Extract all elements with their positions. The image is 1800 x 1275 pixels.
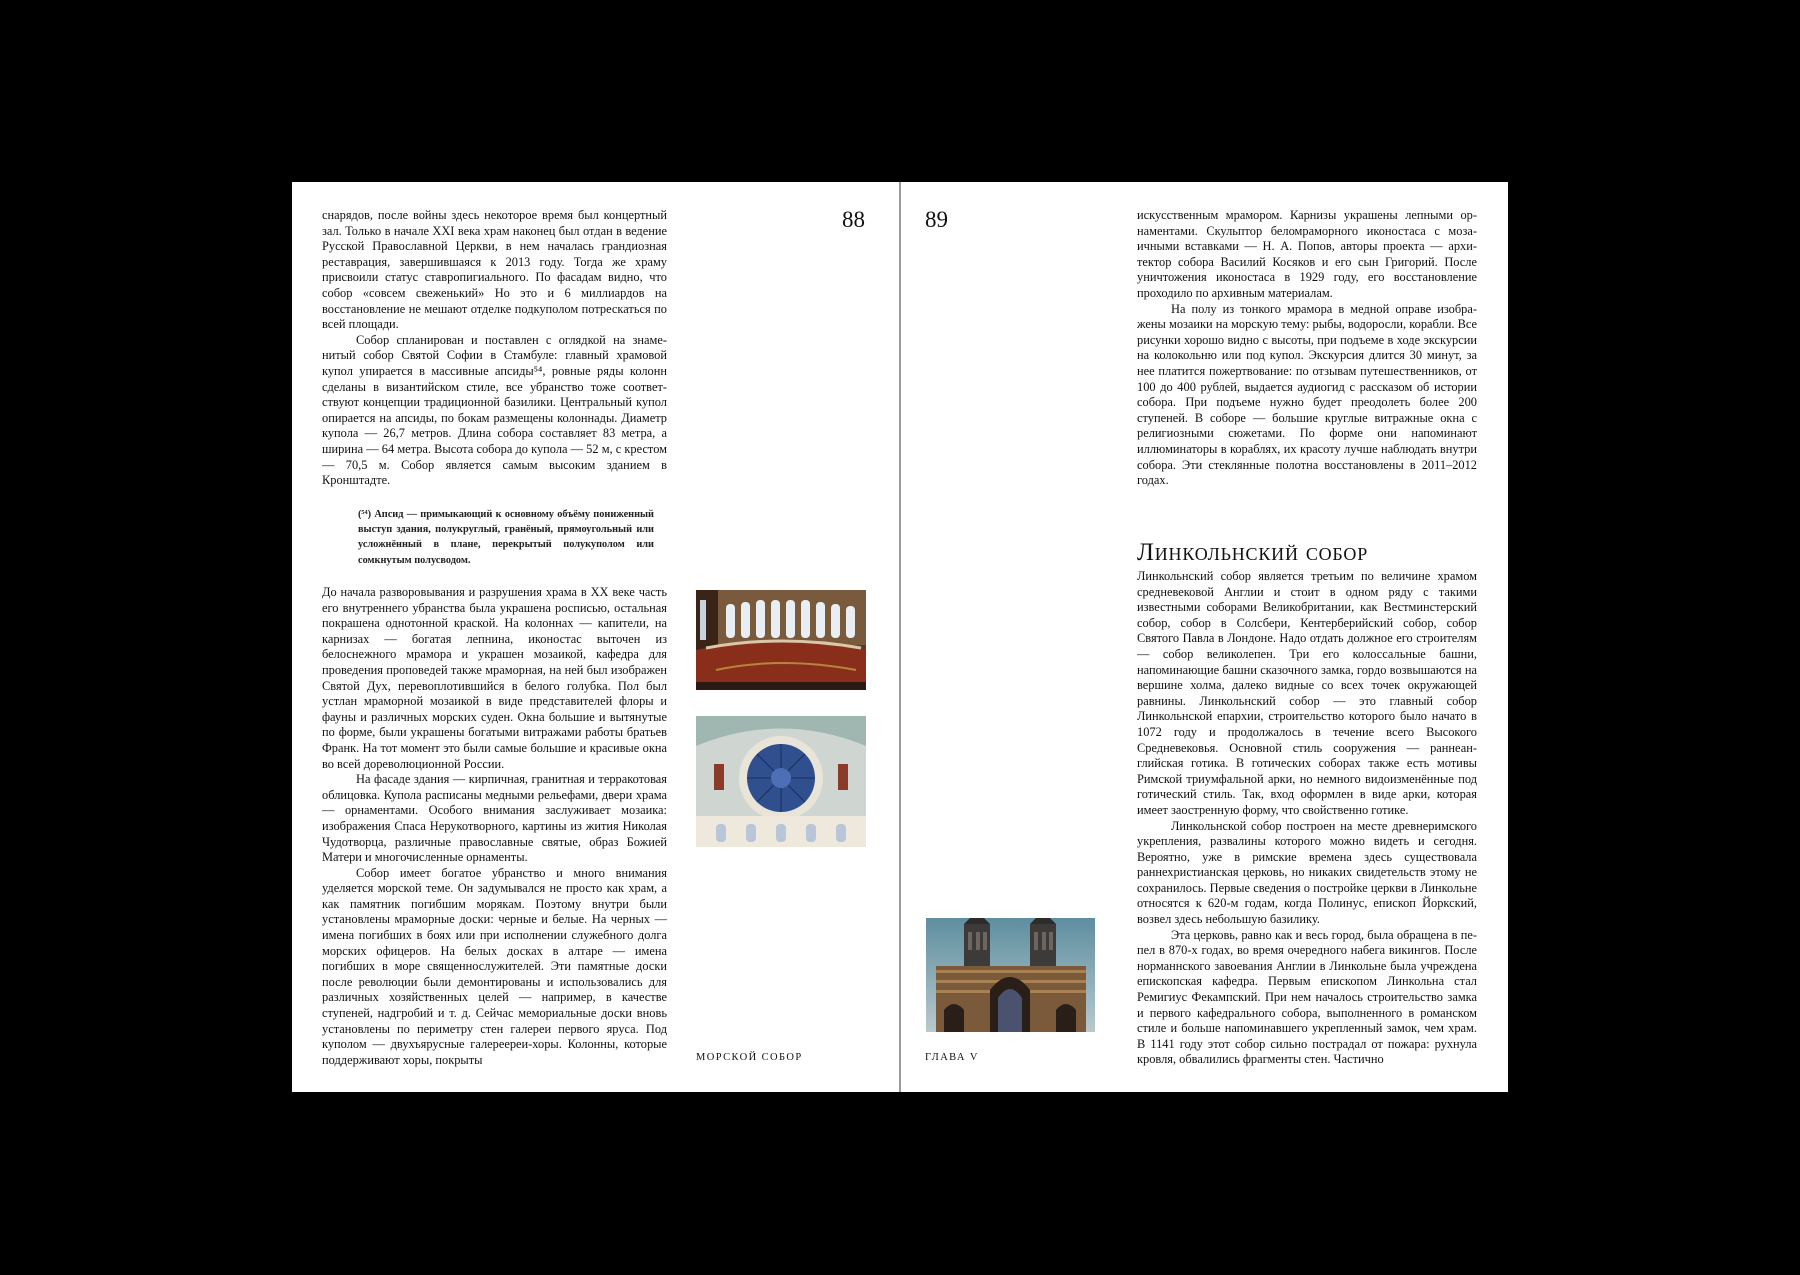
paragraph: Собор спланирован и поставлен с оглядкой на знаменитый собор Святой Софии в Стамбуле: главный храмовой купол упирается в массивные апсиды⁵⁴, ровные ряды колонн сделаны в византийском стиле, все убранство тоже соответствуют концепции традиционной базилики. Центральный купол опирается на апсиды, по бокам размещены колоннады. Диаметр купола — 26,7 метров. Длина собора составляет 83 метра, а ширина — 64 метра. Высота собора до купола — 52 м, с крестом — 70,5 м. Собор является самым высоким зданием в Кронштадте. [322,332,667,488]
cathedral-interior-photo [696,590,866,690]
paragraph: Линкольнский собор является третьим по величине храмом средневековой Англии и стоит в одном ряду с такими известными соборами Великобритании, как Вестминстерский собор, собор в Солсбери, Кентерберийский собор, собор Святого Павла в Лондоне. Надо отдать должное его строителям — собор великолепен. Три его колоссальные башни, напоминающие башни сказочного замка, гордо возвышаются на вершине холма, далеко видные со всех точек окружающей равнины. Линкольнский собор — это главный собор Линкольнской епархии, строительство которого было начато в 1072 году и продолжалось в течение всего Высокого Средневековья. Основной стиль сооружения — раннеанглийская готика. В готических соборах также есть мотивы Римской триумфальной арки, но немного видоизменённые под готический стиль. Так, вход оформлен в виде арки, которая имеет заостренную форму, что свойственно готике. [1137,569,1477,817]
page-number-left: 88 [842,207,865,232]
left-top-text [322,208,667,489]
right-top-text [1137,208,1477,489]
paragraph: снарядов, после войны здесь некоторое время был концертный зал. Только в начале XXI века храм наконец был отдан в ведение Русской Православной Церкви, в нем началась грандиозная реставрация, завершившаяся к 2013 году. Тогда же храму присвоили статус ставропигиального. По фасадам видно, что собор «совсем свеженький» Но это и 6 миллиардов на восстановление не мешают отделке подкуполом потрескаться по всей площади. [322,208,667,332]
lincoln-cathedral-photo [926,918,1095,1032]
running-footer-right: ГЛАВА V [925,1052,979,1063]
round-window-photo [696,716,866,847]
footnote-54 [358,507,654,568]
running-footer-left: МОРСКОЙ СОБОР [696,1052,803,1063]
paragraph: Собор имеет богатое убранство и много внимания уделяется морской теме. Он задумывался не просто как храм, а как памятник погибшим морякам. Поэтому внутри были установлены мраморные доски: черные и белые. На черных — имена погибших в боях или при исполнении служебного долга морских офицеров. На белых досках в алтаре — имена погибших в море священнослужителей. Эти памятные доски после революции были демонтированы и использовались для различных хозяйственных целей — например, в качестве ступеней, надгробий и т. д. Сейчас мемориальные доски вновь установлены по периметру стен галереи первого яруса. Под куполом — двухъярусные галереереи-хоры. Колонны, которые поддерживают хоры, покрыты [322,865,667,1067]
right-page [901,182,1508,1092]
book-spread [292,182,1508,1092]
left-bottom-text [322,585,667,1068]
paragraph: До начала разворовывания и разрушения храма в XX веке часть его внутреннего убранства была украшена росписью, остальная покрашена однотонной краской. На колоннах — капители, на карнизах — богатая лепнина, иконостас выточен из белоснежного мрамора и украшен мозаикой, кафедра для проведения проповедей также мраморная, на ней был изображен Святой Дух, перевоплотившийся в белого голубка. Пол был устлан мраморной мозаикой в виде представителей флоры и фауны и различных морских суден. Окна большие и вытянутые по форме, были украшены богатыми витражами работы братьев Франк. На тот момент это были самые большие и красивые окна во всей дореволюционной России. [322,585,667,771]
paragraph: На полу из тонкого мрамора в медной оправе изображены мозаики на морскую тему: рыбы, водоросли, корабли. Все рисунки хорошо видно с высоты, при подъеме в ходе экскурсии на колокольню или под купол. Экскурсия длится 30 минут, за нее платится пожертвование: по отзывам путешественников, от 100 до 400 рублей, выдается аудиогид с рассказом об истории собора. При подъеме нужно будет преодолеть более 200 ступеней. В соборе — большие круглые витражные окна с религиозными сюжетами. По форме они напоминают иллюминаторы в кораблях, их красоту лучше наблюдать внутри собора. Эти стеклянные полотна восстановлены в 2011–2012 годах. [1137,301,1477,488]
page-number-right: 89 [925,207,948,232]
right-section-text [1137,569,1477,1068]
footnote-text: (⁵⁴) Апсид — примыкающий к основному объёму пониженный выступ здания, полукруглый, гранёный, прямоугольный или усложнённый в плане, перекрытый полукуполом или сомкнутым полусводом. [358,509,654,566]
paragraph: Линкольнской собор построен на месте древнеримского укрепления, развалины которого можно видеть и сегодня. Вероятно, уже в римские времена здесь существовала раннехристианская церковь, но никаких свидетельств этому не сохранилось. Первые сведения о постройке церкви в Линкольне относятся к 620-м годам, когда Полинус, епископ Йоркский, возвел здесь небольшую базилику. [1137,818,1477,927]
section-heading: Линкольнский собор [1137,539,1369,566]
paragraph: Эта церковь, равно как и весь город, была обращена в пепел в 870-х годах, во время очередного набега викингов. После норманнского завоевания Англии в Линкольне была учреждена епископская кафедра. Первым епископом Линкольна стал Ремигиус Фекампский. При нем началось строительство замка и первого кафедрального собора, выполненного в романском стиле и больше напоминавшего укрепленный замок, чем храм. В 1141 году этот собор сильно пострадал от пожара: рухнула кровля, обвалились фрагменты стен. Частично [1137,927,1477,1067]
paragraph: На фасаде здания — кирпичная, гранитная и терракотовая облицовка. Купола расписаны медными рельефами, двери храма — орнаментами. Особого внимания заслуживает мозаика: изображения Спаса Нерукотворного, картины из жития Николая Чудотворца, различные православные святые, образ Божией Матери и многочисленные орнаменты. [322,772,667,865]
left-page [292,182,899,1092]
paragraph: искусственным мрамором. Карнизы украшены лепными орнаментами. Скульптор беломраморного иконостаса с мозаичными вставками — Н. А. Попов, авторы проекта — архитектор собора Василий Косяков и его сын Григорий. После уничтожения иконостаса в 1929 году, его восстановление проходило по архивным материалам. [1137,208,1477,300]
